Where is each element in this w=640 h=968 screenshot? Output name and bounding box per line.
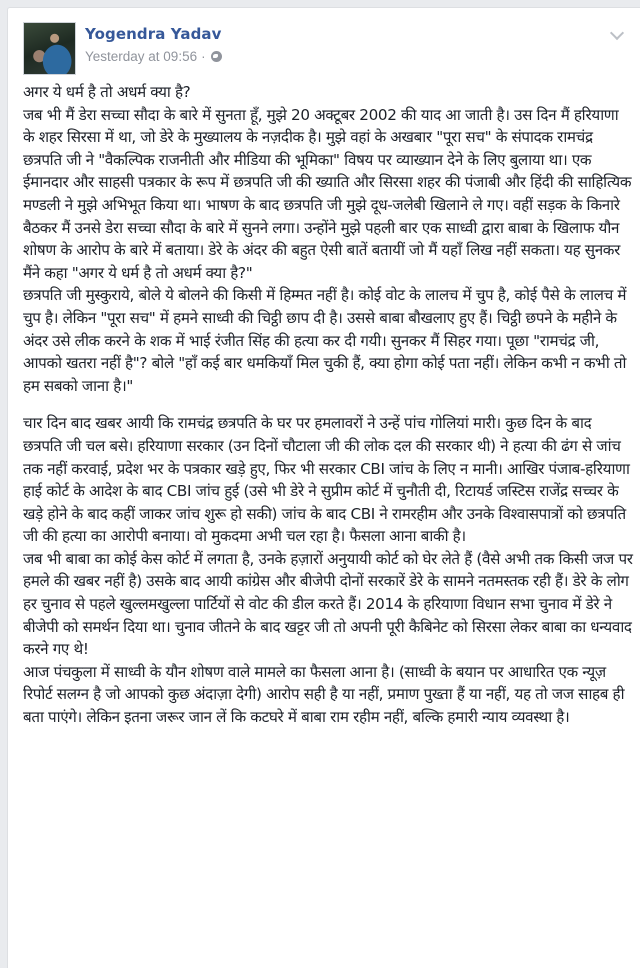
post-paragraph: जब भी मैं डेरा सच्चा सौदा के बारे में सुनता हूँ, मुझे 20 अक्टूबर 2002 की याद आ जाती है। उस दिन मैं हरियाणा के शहर सिरसा में था, जो डेरे के मुख्यालय के नज़दीक है। मुझे वहां के अखबार "पूरा सच" के संपादक रामचंद्र छत्रपति जी ने "वैकल्पिक राजनीती और मीडिया की भूमिका" विषय पर व्याख्यान देने के लिए बुलाया था। एक ईमानदार और साहसी पत्रकार के रूप में छत्रपति जी की ख्याति और सिरसा शहर की पंजाबी और हिंदी की साहित्यिक मण्डली ने मुझे अभिभूत किया था। भाषण के बाद छत्रपति जी मुझे दूध-जलेबी खिलाने ले गए। वहीं सड़क के किनारे बैठकर मैं उनसे डेरा सच्चा सौदा के बारे में सुनने लगा। उन्होंने मुझे पहली बार एक साध्वी द्वारा बाबा के खिलाफ यौन शोषण के आरोप के बारे में बताया। डेरे के अंदर की बहुत ऐसी बातें बतायीं जो मैं यहाँ लिख नहीं सकता। यह सुनकर मैंने कहा "अगर ये धर्म है तो अधर्म क्या है?" — [23, 105, 632, 282]
author-avatar[interactable] — [23, 22, 76, 75]
post-paragraph: छत्रपति जी मुस्कुराये, बोले ये बोलने की किसी में हिम्मत नहीं है। कोई वोट के लालच में चुप है, कोई पैसे के लालच में चुप है। लेकिन "पूरा सच" में हमने साध्वी की चिट्ठी छाप दी है। उससे बाबा बौखलाए हुए हैं। चिट्ठी छपने के महीने के अंदर उसे लीक करने के शक में भाई रंजीत सिंह की हत्या कर दी गयी। सुनकर मैं सिहर गया। पूछा "रामचंद्र जी, आपको खतरा नहीं है"? बोले "हाँ कई बार धमकियाँ मिल चुकी हैं, क्या होगा कोई पता नहीं। लेकिन कभी न कभी तो हम सबको जाना है।" — [23, 286, 627, 395]
post-paragraph: जब भी बाबा का कोई केस कोर्ट में लगता है, उनके हज़ारों अनुयायी कोर्ट को घेर लेते हैं (वैसे अभी तक किसी जज पर हमले की खबर नहीं है) उसके बाद आयी कांग्रेस और बीजेपी दोनों सरकारें डेरे के सामने नतमस्तक रही हैं। डेरे के लोग हर चुनाव से पहले खुल्लमखुल्ला पार्टियों से वोट की डील करते हैं। 2014 के हरियाणा विधान सभा चुनाव में डेरे ने बीजेपी को समर्थन दिया था। चुनाव जीतने के बाद खट्टर जी तो अपनी पूरी कैबिनेट को सिरसा लेकर बाबा का धन्यवाद करने गए थे! — [23, 549, 633, 659]
globe-icon[interactable] — [211, 51, 222, 62]
post-paragraph: चार दिन बाद खबर आयी कि रामचंद्र छत्रपति के घर पर हमलावरों ने उन्हें पांच गोलियां मारी। कुछ दिन के बाद छत्रपति जी चल बसे। हरियाणा सरकार (उन दिनों चौटाला जी की लोक दल की सरकार थी) ने हत्या की ढंग से जांच तक नहीं करवाई, प्रदेश भर के पत्रकार खड़े हुए, फिर भी सरकार CBI जांच के लिए न मानी। आखिर पंजाब-हरियाणा हाई कोर्ट के आदेश के बाद CBI जांच हुई (उसे भी डेरे ने सुप्रीम कोर्ट में चुनौती दी, रिटायर्ड जस्टिस राजेंद्र सच्चर के खड़े होने के बाद कहीं जाकर जांच शुरू हो सकी) जांच के बाद CBI ने रामरहीम और उनके विश्वासपात्रों को छत्रपति जी की हत्या का आरोपी बनाया। वो मुकदमा अभी चल रहा है। फैसला आना बाकी है। — [23, 414, 630, 546]
meta-separator: · — [201, 49, 206, 64]
post-body — [23, 81, 633, 729]
post-meta — [85, 49, 222, 64]
post-timestamp-link[interactable]: Yesterday at 09:56 — [85, 49, 198, 64]
author-name-link[interactable]: Yogendra Yadav — [85, 25, 222, 43]
chevron-down-icon[interactable] — [610, 26, 624, 40]
post-card — [7, 7, 640, 968]
post-paragraph: आज पंचकुला में साध्वी के यौन शोषण वाले मामले का फैसला आना है। (साध्वी के बयान पर आधारित एक न्यूज़ रिपोर्ट सलग्न है जो आपको कुछ अंदाज़ा देगी) आरोप सही है या नहीं, प्रमाण पुख्ता हैं या नहीं, यह तो जज साहब ही बता पाएंगे। लेकिन इतना जरूर जान लें कि कटघरे में बाबा राम रहीम नहीं, बल्कि हमारी न्याय व्यवस्था है। — [23, 662, 625, 727]
post-paragraph-title: अगर ये धर्म है तो अधर्म क्या है? — [23, 83, 191, 101]
